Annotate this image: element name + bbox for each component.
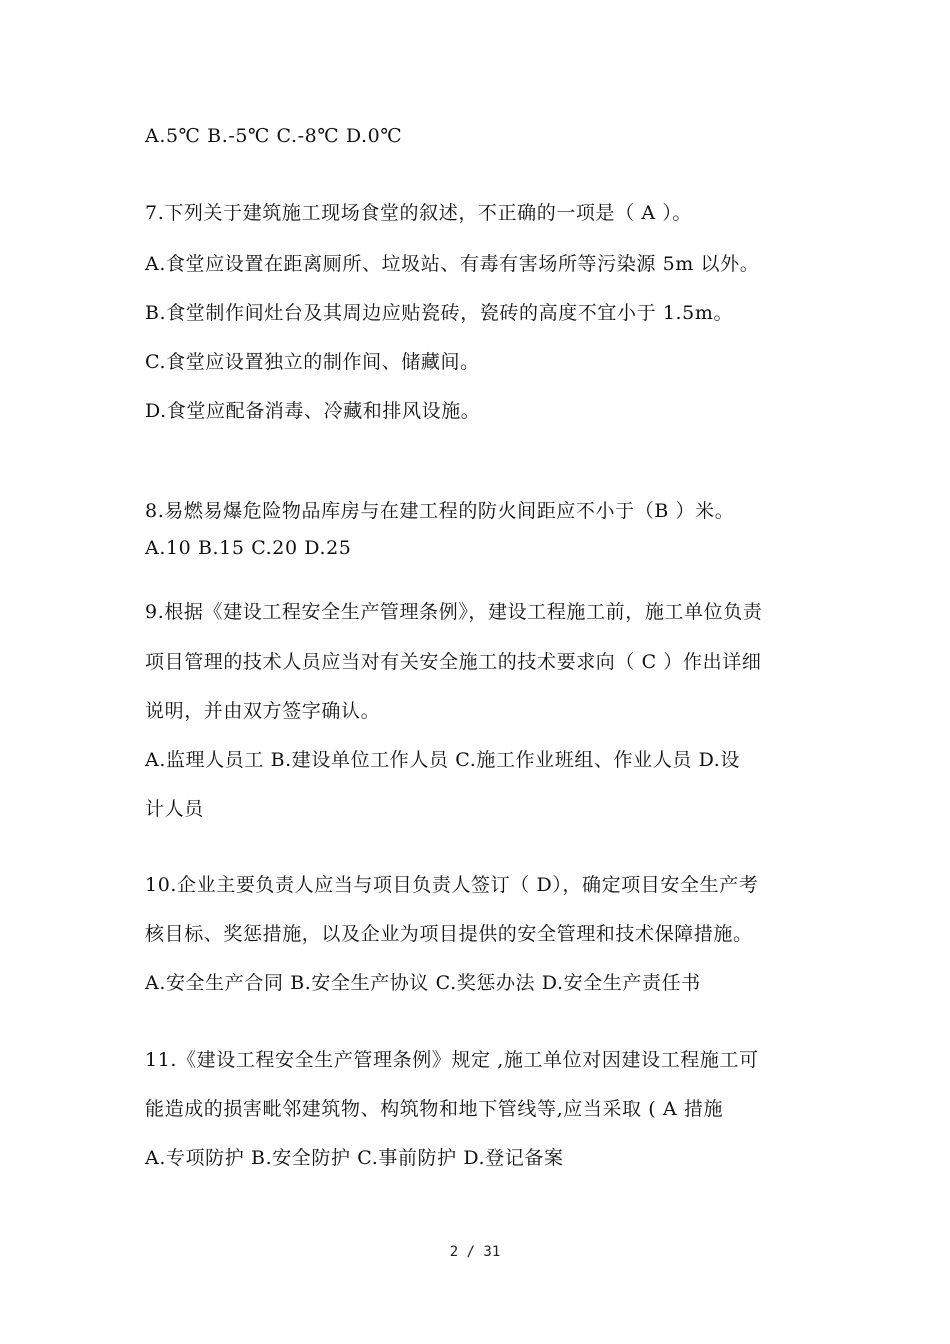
q7-option-a: A.食堂应设置在距离厕所、垃圾站、有毒有害场所等污染源 5m 以外。 bbox=[145, 253, 760, 275]
q9-options-line-1: A.监理人员工 B.建设单位工作人员 C.施工作业班组、作业人员 D.设 bbox=[145, 749, 740, 771]
q9-question-line-2: 项目管理的技术人员应当对有关安全施工的技术要求向（ C ）作出详细 bbox=[145, 651, 762, 673]
q10-question-line-1: 10.企业主要负责人应当与项目负责人签订（ D），确定项目安全生产考 bbox=[145, 874, 759, 896]
q11-options: A.专项防护 B.安全防护 C.事前防护 D.登记备案 bbox=[145, 1147, 564, 1169]
q9-question-line-1: 9.根据《建设工程安全生产管理条例》，建设工程施工前，施工单位负责 bbox=[145, 601, 763, 623]
q6-options: A.5℃ B.-5℃ C.-8℃ D.0℃ bbox=[145, 125, 403, 147]
q10-options: A.安全生产合同 B.安全生产协议 C.奖惩办法 D.安全生产责任书 bbox=[145, 972, 701, 994]
q11-question-line-2: 能造成的损害毗邻建筑物、构筑物和地下管线等,应当采取 ( A 措施 bbox=[145, 1098, 724, 1120]
q8-question: 8.易燃易爆危险物品库房与在建工程的防火间距应不小于（B ）米。 bbox=[145, 500, 735, 522]
page-number: 2 / 31 bbox=[449, 1244, 501, 1260]
q7-option-b: B.食堂制作间灶台及其周边应贴瓷砖，瓷砖的高度不宜小于 1.5m。 bbox=[145, 302, 734, 324]
q9-options-line-2: 计人员 bbox=[145, 798, 204, 820]
q8-options: A.10 B.15 C.20 D.25 bbox=[145, 537, 352, 559]
q7-question: 7.下列关于建筑施工现场食堂的叙述，不正确的一项是（ A ）。 bbox=[145, 202, 693, 224]
q7-option-c: C.食堂应设置独立的制作间、储藏间。 bbox=[145, 351, 480, 373]
q11-question-line-1: 11.《建设工程安全生产管理条例》规定 ,施工单位对因建设工程施工可 bbox=[145, 1049, 759, 1071]
q10-question-line-2: 核目标、奖惩措施，以及企业为项目提供的安全管理和技术保障措施。 bbox=[145, 923, 753, 945]
q7-option-d: D.食堂应配备消毒、冷藏和排风设施。 bbox=[145, 400, 481, 422]
q9-question-line-3: 说明，并由双方签字确认。 bbox=[145, 700, 381, 722]
